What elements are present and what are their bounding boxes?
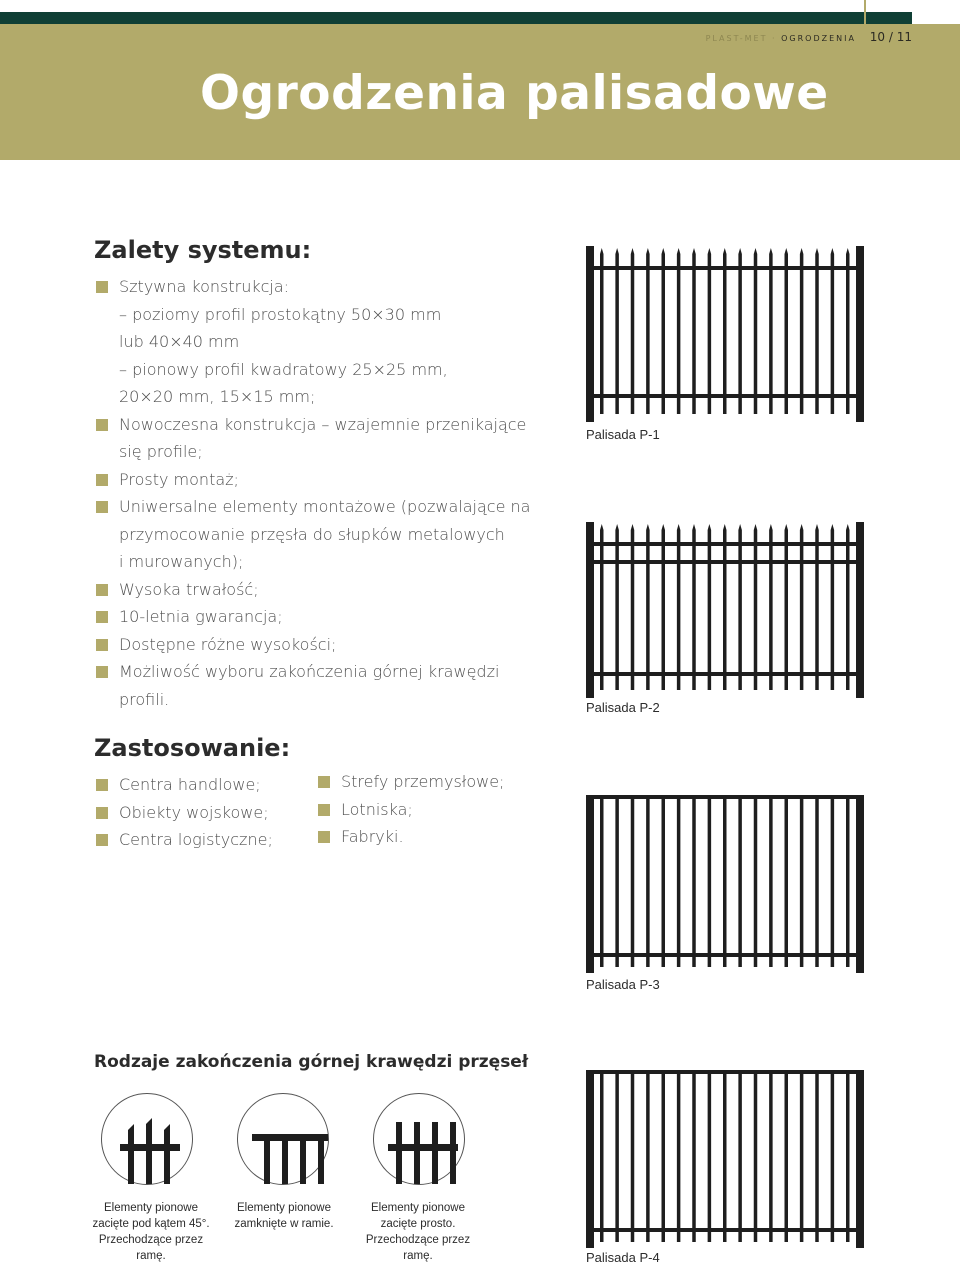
application-text: Strefy przemysłowe; xyxy=(341,772,505,791)
picket-tip xyxy=(662,248,666,254)
picket-tip xyxy=(769,524,773,530)
advantage-text: 10-letnia gwarancja; xyxy=(119,607,283,626)
bullet-square-icon xyxy=(318,776,330,788)
fence-picket xyxy=(723,530,727,690)
fence-picket xyxy=(738,798,742,967)
advantage-subline: przymocowanie przęsła do słupków metalowych xyxy=(119,524,505,544)
picket-tip xyxy=(708,524,712,530)
fence-picket xyxy=(708,1073,712,1242)
fence-label-p4: Palisada P-4 xyxy=(586,1250,660,1265)
fence-picket xyxy=(800,254,804,414)
advantage-text: Prosty montaż; xyxy=(119,469,239,489)
fence-label-p3: Palisada P-3 xyxy=(586,977,660,992)
bullet-square-icon xyxy=(96,584,108,596)
fence-picket xyxy=(677,530,681,690)
fence-drawing-p1 xyxy=(586,244,864,422)
fence-picket xyxy=(646,1073,650,1242)
applications-list-right xyxy=(318,768,548,851)
brand-line: PLAST-MET · OGRODZENIA xyxy=(705,34,856,43)
advantage-text: Sztywna konstrukcja: xyxy=(119,277,290,296)
fence-picket xyxy=(815,530,819,690)
fence-picket xyxy=(662,530,666,690)
bullet-square-icon xyxy=(96,807,108,819)
advantage-text: Nowoczesna konstrukcja – wzajemnie przenikające xyxy=(119,414,527,434)
picket-tip xyxy=(677,524,681,530)
closed-frame-fence-icon xyxy=(237,1093,329,1185)
fence-rail xyxy=(594,542,856,546)
picket-tip xyxy=(631,524,635,530)
picket-tip xyxy=(800,248,804,254)
application-item xyxy=(318,823,548,851)
fence-picket xyxy=(692,530,696,690)
fence-picket xyxy=(800,530,804,690)
fence-picket xyxy=(662,1073,666,1242)
bullet-square-icon xyxy=(96,666,108,678)
picket-tip xyxy=(846,248,850,254)
fence-picket xyxy=(631,1073,635,1242)
fence-picket xyxy=(831,530,835,690)
advantage-text: Dostępne różne wysokości; xyxy=(119,634,337,654)
advantage-subline: profili. xyxy=(119,689,170,709)
fence-rail xyxy=(594,560,856,564)
fence-picket xyxy=(646,798,650,967)
angled-tip-fence-icon xyxy=(101,1093,193,1185)
picket-tip xyxy=(815,524,819,530)
fence-rail xyxy=(594,672,856,676)
fence-picket xyxy=(677,1073,681,1242)
bullet-square-icon xyxy=(96,419,108,431)
fence-picket xyxy=(631,798,635,967)
ending-caption-straight: Elementy pionowe zacięte prosto. Przechodzące przez ramę. xyxy=(365,1202,471,1262)
fence-drawing-p4 xyxy=(586,1070,864,1248)
advantage-text: Uniwersalne elementy montażowe (pozwalające na xyxy=(119,497,531,516)
fence-picket xyxy=(846,530,850,690)
fence-rail xyxy=(594,266,856,270)
fence-picket xyxy=(785,254,789,414)
fence-post xyxy=(856,1070,864,1248)
fence-post xyxy=(856,246,864,422)
fence-picket xyxy=(600,530,604,690)
fence-picket xyxy=(785,1073,789,1242)
application-item xyxy=(96,826,306,854)
advantage-item xyxy=(96,273,566,411)
advantage-subline: 20×20 mm, 15×15 mm; xyxy=(119,387,316,406)
advantage-subline: lub 40×40 mm xyxy=(119,332,240,351)
application-item xyxy=(318,768,548,796)
fence-post xyxy=(586,1070,594,1248)
fence-picket xyxy=(754,1073,758,1242)
picket-tip xyxy=(600,524,604,530)
fence-picket xyxy=(769,798,773,967)
picket-tip xyxy=(754,248,758,254)
application-text: Centra logistyczne; xyxy=(119,830,273,849)
fence-picket xyxy=(738,254,742,414)
picket-tip xyxy=(831,524,835,530)
fence-rail xyxy=(594,1070,856,1074)
picket-tip xyxy=(708,248,712,254)
advantage-item xyxy=(96,658,566,713)
picket-tip xyxy=(831,248,835,254)
advantages-heading: Zalety systemu: xyxy=(94,236,312,264)
advantage-subline: – poziomy profil prostokątny 50×30 mm xyxy=(119,304,442,324)
fence-label-p1: Palisada P-1 xyxy=(586,427,660,442)
application-text: Lotniska; xyxy=(341,799,413,819)
fence-picket xyxy=(769,1073,773,1242)
top-stripe xyxy=(0,12,912,24)
fence-post xyxy=(586,246,594,422)
picket-tip xyxy=(692,524,696,530)
fence-post xyxy=(586,522,594,698)
picket-tip xyxy=(815,248,819,254)
fence-picket xyxy=(723,254,727,414)
picket-tip xyxy=(692,248,696,254)
picket-tip xyxy=(615,248,619,254)
fence-picket xyxy=(723,798,727,967)
application-text: Obiekty wojskowe; xyxy=(119,802,269,822)
fence-drawing-p3 xyxy=(586,795,864,973)
fence-picket xyxy=(600,254,604,414)
fence-picket xyxy=(615,798,619,967)
header-divider xyxy=(864,0,866,24)
picket-tip xyxy=(785,248,789,254)
fence-picket xyxy=(646,530,650,690)
fence-picket xyxy=(754,798,758,967)
fence-post xyxy=(586,795,594,973)
picket-tip xyxy=(646,248,650,254)
advantage-item xyxy=(96,631,566,659)
bullet-square-icon xyxy=(96,611,108,623)
fence-rail xyxy=(594,795,856,799)
fence-picket xyxy=(677,798,681,967)
fence-picket xyxy=(831,1073,835,1242)
picket-tip xyxy=(754,524,758,530)
fence-picket xyxy=(846,1073,850,1242)
ending-caption-closed: Elementy pionowe zamknięte w ramie. xyxy=(234,1202,334,1230)
fence-picket xyxy=(631,254,635,414)
fence-picket xyxy=(769,530,773,690)
section-name: OGRODZENIA xyxy=(781,34,856,43)
fence-picket xyxy=(708,254,712,414)
picket-tip xyxy=(723,248,727,254)
picket-tip xyxy=(738,524,742,530)
picket-tip xyxy=(677,248,681,254)
fence-picket xyxy=(738,1073,742,1242)
fence-rail xyxy=(594,1228,856,1232)
fence-picket xyxy=(708,530,712,690)
bullet-square-icon xyxy=(96,639,108,651)
endings-heading: Rodzaje zakończenia górnej krawędzi przęseł xyxy=(94,1052,529,1072)
fence-picket xyxy=(692,254,696,414)
bullet-square-icon xyxy=(96,834,108,846)
advantage-item xyxy=(96,466,566,494)
fence-picket xyxy=(785,530,789,690)
fence-post xyxy=(856,522,864,698)
advantage-subline: – pionowy profil kwadratowy 25×25 mm, xyxy=(119,359,448,379)
bullet-square-icon xyxy=(96,281,108,293)
picket-tip xyxy=(846,524,850,530)
fence-picket xyxy=(754,530,758,690)
fence-picket xyxy=(600,1073,604,1242)
advantage-subline: się profile; xyxy=(119,442,203,461)
ending-caption-angled: Elementy pionowe zacięte pod kątem 45°. Przechodzące przez ramę. xyxy=(92,1202,210,1262)
page-numbers: 10 / 11 xyxy=(869,30,912,44)
applications-list-left xyxy=(96,771,306,854)
fence-post xyxy=(856,795,864,973)
picket-tip xyxy=(800,524,804,530)
fence-picket xyxy=(615,1073,619,1242)
picket-tip xyxy=(785,524,789,530)
fence-picket xyxy=(815,1073,819,1242)
fence-picket xyxy=(615,530,619,690)
advantage-text: Możliwość wyboru zakończenia górnej krawędzi xyxy=(119,662,500,681)
bullet-square-icon xyxy=(318,804,330,816)
advantages-list xyxy=(96,273,566,713)
straight-tip-fence-icon xyxy=(373,1093,465,1185)
application-text: Centra handlowe; xyxy=(119,775,261,794)
fence-picket xyxy=(769,254,773,414)
advantage-subline: i murowanych); xyxy=(119,552,244,571)
fence-picket xyxy=(785,798,789,967)
picket-tip xyxy=(769,248,773,254)
bullet-square-icon xyxy=(318,831,330,843)
fence-picket xyxy=(815,798,819,967)
fence-picket xyxy=(631,530,635,690)
advantage-text: Wysoka trwałość; xyxy=(119,579,259,599)
fence-rail xyxy=(594,953,856,957)
picket-tip xyxy=(646,524,650,530)
fence-picket xyxy=(800,1073,804,1242)
fence-picket xyxy=(831,798,835,967)
picket-tip xyxy=(662,524,666,530)
fence-picket xyxy=(846,254,850,414)
fence-picket xyxy=(677,254,681,414)
fence-picket xyxy=(662,254,666,414)
fence-picket xyxy=(662,798,666,967)
application-item xyxy=(96,799,306,827)
fence-picket xyxy=(615,254,619,414)
fence-picket xyxy=(708,798,712,967)
fence-picket xyxy=(800,798,804,967)
fence-rail xyxy=(594,394,856,398)
advantage-item xyxy=(96,603,566,631)
fence-picket xyxy=(646,254,650,414)
picket-tip xyxy=(738,248,742,254)
fence-picket xyxy=(831,254,835,414)
page-title: Ogrodzenia palisadowe xyxy=(200,66,829,121)
fence-picket xyxy=(692,798,696,967)
application-item xyxy=(318,796,548,824)
fence-picket xyxy=(754,254,758,414)
application-text: Fabryki. xyxy=(341,827,404,846)
fence-picket xyxy=(738,530,742,690)
advantage-item xyxy=(96,576,566,604)
fence-picket xyxy=(692,1073,696,1242)
fence-picket xyxy=(815,254,819,414)
picket-tip xyxy=(631,248,635,254)
brand-name: PLAST-MET xyxy=(705,34,768,43)
applications-heading: Zastosowanie: xyxy=(94,734,291,762)
fence-picket xyxy=(600,798,604,967)
advantage-item xyxy=(96,411,566,466)
picket-tip xyxy=(723,524,727,530)
picket-tip xyxy=(600,248,604,254)
application-item xyxy=(96,771,306,799)
bullet-square-icon xyxy=(96,474,108,486)
bullet-square-icon xyxy=(96,501,108,513)
fence-drawing-p2 xyxy=(586,520,864,698)
fence-picket xyxy=(846,798,850,967)
fence-picket xyxy=(723,1073,727,1242)
picket-tip xyxy=(615,524,619,530)
bullet-square-icon xyxy=(96,779,108,791)
advantage-item xyxy=(96,493,566,576)
fence-label-p2: Palisada P-2 xyxy=(586,700,660,715)
